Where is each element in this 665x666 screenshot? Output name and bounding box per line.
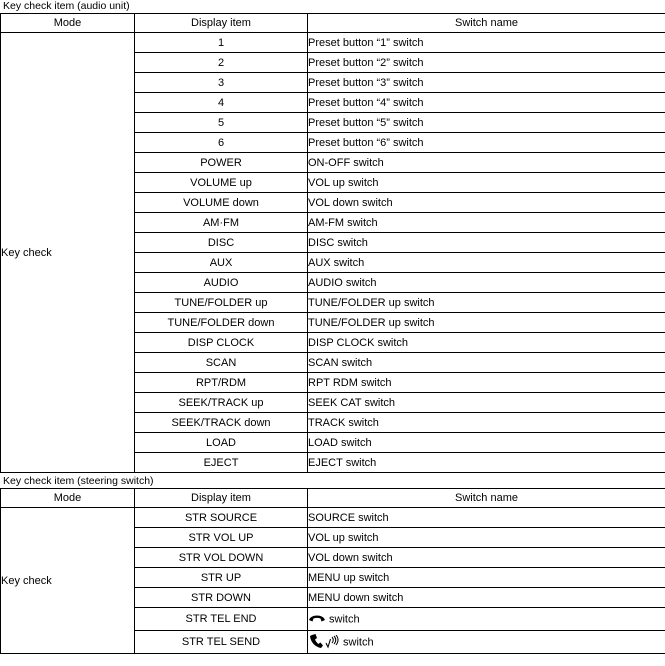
audio-table-body (1, 33, 665, 473)
display-item-cell: LOAD (135, 433, 308, 453)
switch-name-text: RPT RDM switch (308, 376, 392, 389)
switch-name-text: switch (343, 635, 374, 648)
switch-name-text: EJECT switch (308, 456, 377, 469)
switch-name-cell (308, 293, 665, 313)
display-item-cell: STR TEL END (135, 608, 308, 631)
header-switch-name: Switch name (308, 14, 665, 33)
switch-name-cell (308, 568, 665, 588)
display-item-cell: STR TEL SEND (135, 631, 308, 654)
display-item-cell: 6 (135, 133, 308, 153)
switch-name-text: switch (329, 612, 360, 625)
switch-name-cell (308, 453, 665, 473)
table-header-row (1, 14, 665, 33)
switch-name-cell (308, 53, 665, 73)
switch-name-text: Preset button “6” switch (308, 136, 424, 149)
switch-name-text: LOAD switch (308, 436, 372, 449)
switch-name-cell (308, 413, 665, 433)
switch-name-cell (308, 193, 665, 213)
header-display-item: Display item (135, 14, 308, 33)
display-item-cell: EJECT (135, 453, 308, 473)
switch-name-text: DISP CLOCK switch (308, 336, 409, 349)
header-mode: Mode (1, 489, 135, 508)
table-header-row (1, 489, 665, 508)
switch-name-cell (308, 548, 665, 568)
display-item-cell: SCAN (135, 353, 308, 373)
switch-name-cell (308, 313, 665, 333)
switch-name-cell (308, 433, 665, 453)
display-item-cell: STR VOL DOWN (135, 548, 308, 568)
switch-name-cell (308, 173, 665, 193)
display-item-cell: AUX (135, 253, 308, 273)
display-item-cell: 1 (135, 33, 308, 53)
display-item-cell: VOLUME up (135, 173, 308, 193)
switch-name-text: VOL up switch (308, 176, 379, 189)
switch-name-text: SCAN switch (308, 356, 373, 369)
switch-name-cell (308, 393, 665, 413)
display-item-cell: POWER (135, 153, 308, 173)
display-item-cell: AM·FM (135, 213, 308, 233)
phone-voice-icon (308, 633, 340, 652)
switch-name-text: TUNE/FOLDER up switch (308, 316, 435, 329)
switch-name-text: Preset button “5” switch (308, 116, 424, 129)
switch-name-cell (308, 333, 665, 353)
display-item-cell: STR VOL UP (135, 528, 308, 548)
display-item-cell: STR SOURCE (135, 508, 308, 528)
audio-key-check-table (0, 13, 665, 473)
switch-name-cell (308, 33, 665, 53)
switch-name-text: MENU up switch (308, 571, 390, 584)
switch-name-text: TRACK switch (308, 416, 379, 429)
phone-hangup-icon (308, 613, 326, 626)
switch-name-cell (308, 113, 665, 133)
switch-name-cell (308, 528, 665, 548)
mode-cell: Key check (1, 508, 135, 654)
display-item-cell: RPT/RDM (135, 373, 308, 393)
switch-name-cell (308, 133, 665, 153)
switch-name-text: DISC switch (308, 236, 368, 249)
steering-table-body (1, 508, 665, 654)
switch-name-cell (308, 233, 665, 253)
switch-name-cell (308, 373, 665, 393)
switch-name-text: SEEK CAT switch (308, 396, 396, 409)
switch-name-cell (308, 73, 665, 93)
switch-name-cell (308, 93, 665, 113)
display-item-cell: 3 (135, 73, 308, 93)
switch-name-text: Preset button “4” switch (308, 96, 424, 109)
switch-name-cell (308, 608, 665, 631)
steering-table-caption: Key check item (steering switch) (3, 475, 154, 487)
header-switch-name: Switch name (308, 489, 665, 508)
switch-name-cell (308, 631, 665, 654)
table-row (1, 33, 665, 53)
display-item-cell: SEEK/TRACK down (135, 413, 308, 433)
switch-name-text: Preset button “1” switch (308, 36, 424, 49)
display-item-cell: TUNE/FOLDER up (135, 293, 308, 313)
switch-name-text: TUNE/FOLDER up switch (308, 296, 435, 309)
display-item-cell: SEEK/TRACK up (135, 393, 308, 413)
switch-name-text: VOL down switch (308, 551, 393, 564)
display-item-cell: DISC (135, 233, 308, 253)
steering-key-check-table (0, 488, 665, 654)
table-row (1, 508, 665, 528)
switch-name-text: AUDIO switch (308, 276, 377, 289)
switch-name-text: AUX switch (308, 256, 365, 269)
display-item-cell: VOLUME down (135, 193, 308, 213)
switch-name-text: VOL up switch (308, 531, 379, 544)
audio-table-caption: Key check item (audio unit) (3, 0, 130, 12)
display-item-cell: 2 (135, 53, 308, 73)
header-mode: Mode (1, 14, 135, 33)
switch-name-text: MENU down switch (308, 591, 404, 604)
switch-name-cell (308, 253, 665, 273)
display-item-cell: TUNE/FOLDER down (135, 313, 308, 333)
switch-name-cell (308, 153, 665, 173)
display-item-cell: STR DOWN (135, 588, 308, 608)
switch-name-cell (308, 213, 665, 233)
mode-cell: Key check (1, 33, 135, 473)
switch-name-text: Preset button “2” switch (308, 56, 424, 69)
display-item-cell: AUDIO (135, 273, 308, 293)
display-item-cell: DISP CLOCK (135, 333, 308, 353)
switch-name-text: Preset button “3” switch (308, 76, 424, 89)
switch-name-cell (308, 508, 665, 528)
switch-name-text: AM-FM switch (308, 216, 378, 229)
switch-name-text: ON-OFF switch (308, 156, 384, 169)
switch-name-cell (308, 353, 665, 373)
display-item-cell: STR UP (135, 568, 308, 588)
switch-name-text: VOL down switch (308, 196, 393, 209)
switch-name-cell (308, 588, 665, 608)
switch-name-cell (308, 273, 665, 293)
display-item-cell: 5 (135, 113, 308, 133)
switch-name-text: SOURCE switch (308, 511, 389, 524)
header-display-item: Display item (135, 489, 308, 508)
display-item-cell: 4 (135, 93, 308, 113)
